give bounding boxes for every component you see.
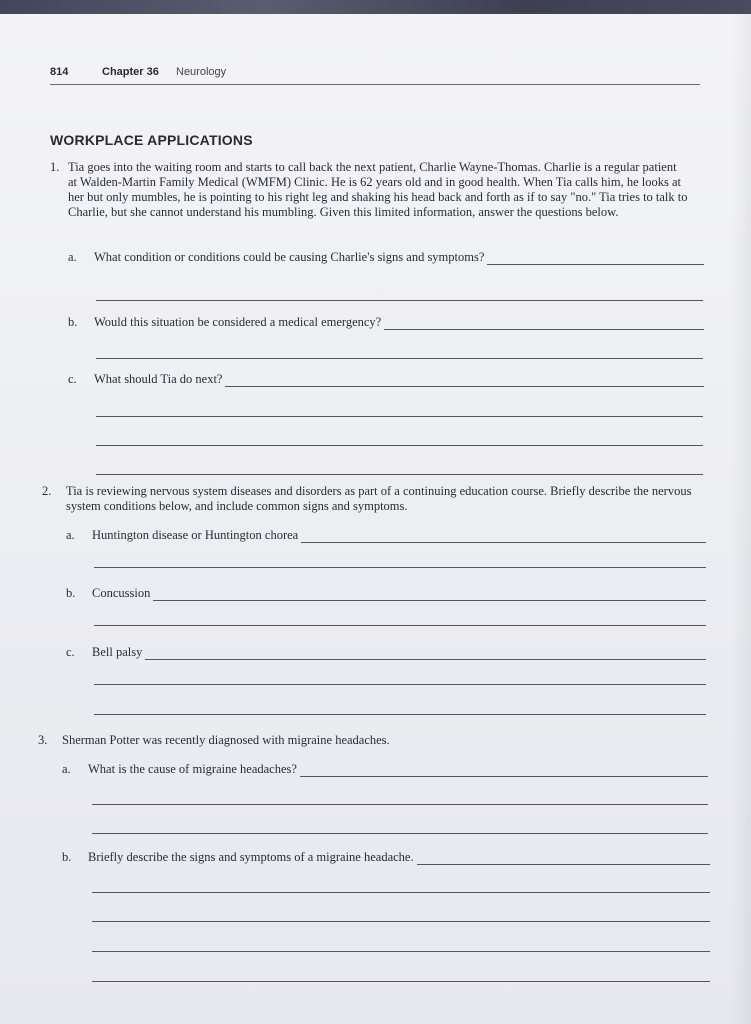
question-3a [62, 761, 708, 777]
answer-line-3b-3[interactable] [92, 921, 710, 922]
answer-field-3a[interactable] [300, 764, 708, 777]
answer-line-3a-3[interactable] [92, 833, 708, 834]
answer-line-2c-2[interactable] [94, 684, 706, 685]
answer-field-1a[interactable] [487, 252, 704, 265]
question-3b-letter: b. [62, 850, 72, 864]
question-2b-letter: b. [66, 586, 76, 600]
question-2c-letter: c. [66, 645, 75, 659]
page-header [50, 66, 700, 85]
answer-field-1b[interactable] [384, 317, 704, 330]
answer-line-1b-2[interactable] [96, 358, 703, 359]
answer-line-2c-3[interactable] [94, 714, 706, 715]
question-2b [66, 585, 706, 601]
question-2-number: 2. [42, 484, 52, 498]
question-1c-letter: c. [68, 372, 77, 386]
question-1c [68, 371, 704, 387]
chapter-topic: Neurology [176, 66, 227, 78]
page-edge-shadow [731, 14, 751, 1024]
worksheet-page [0, 14, 751, 1024]
answer-line-1a-2[interactable] [96, 300, 703, 301]
answer-line-2a-2[interactable] [94, 567, 706, 568]
answer-field-1c[interactable] [225, 374, 704, 387]
question-1b-text: Would this situation be considered a medical emergency? [94, 315, 382, 329]
question-3-number: 3. [38, 733, 48, 747]
answer-field-2a[interactable] [301, 530, 706, 543]
question-2c [66, 644, 706, 660]
question-3a-text: What is the cause of migraine headaches? [88, 762, 297, 776]
question-3b [62, 849, 710, 865]
answer-field-2c[interactable] [145, 647, 706, 660]
question-3-text: Sherman Potter was recently diagnosed with migraine headaches. [62, 733, 390, 747]
question-3a-letter: a. [62, 762, 71, 776]
question-1a-text: What condition or conditions could be causing Charlie's signs and symptoms? [94, 250, 485, 264]
question-1a [68, 249, 704, 265]
question-1-number: 1. [50, 160, 60, 174]
answer-line-3b-5[interactable] [92, 981, 710, 982]
answer-line-2b-2[interactable] [94, 625, 706, 626]
question-2a-text: Huntington disease or Huntington chorea [92, 528, 299, 542]
answer-field-2b[interactable] [153, 588, 706, 601]
page-number: 814 [50, 66, 69, 78]
answer-field-3b[interactable] [417, 852, 710, 865]
answer-line-3b-2[interactable] [92, 892, 710, 893]
answer-line-3a-2[interactable] [92, 804, 708, 805]
answer-line-1c-2[interactable] [96, 416, 703, 417]
answer-line-3b-4[interactable] [92, 951, 710, 952]
answer-line-1c-4[interactable] [96, 474, 703, 475]
section-title: WORKPLACE APPLICATIONS [50, 132, 253, 148]
question-2c-text: Bell palsy [92, 645, 143, 659]
question-1b [68, 314, 704, 330]
answer-line-1c-3[interactable] [96, 445, 703, 446]
question-1c-text: What should Tia do next? [94, 372, 223, 386]
question-2a [66, 527, 706, 543]
question-3b-text: Briefly describe the signs and symptoms of a migraine headache. [88, 850, 414, 864]
question-1b-letter: b. [68, 315, 78, 329]
question-1a-letter: a. [68, 250, 77, 264]
question-2-text: Tia is reviewing nervous system diseases and disorders as part of a continuing education course. Briefly describe the nervous system conditions below, and include common signs and symptoms. [66, 484, 692, 513]
question-1-text: Tia goes into the waiting room and starts to call back the next patient, Charlie Wayne-Thomas. Charlie is a regular patient at Walden-Martin Family Medical (WMFM) Clinic. He is 62 years old and in good health. When Tia calls him, he looks at her but only mumbles, he is pointing to his right leg and shaking his head back and forth as if to say "no." Tia tries to talk to Charlie, but she cannot understand his mumbling. Given this limited information, answer the questions below. [68, 160, 688, 219]
chapter-label: Chapter 36 [102, 66, 159, 78]
question-2a-letter: a. [66, 528, 75, 542]
question-2b-text: Concussion [92, 586, 151, 600]
